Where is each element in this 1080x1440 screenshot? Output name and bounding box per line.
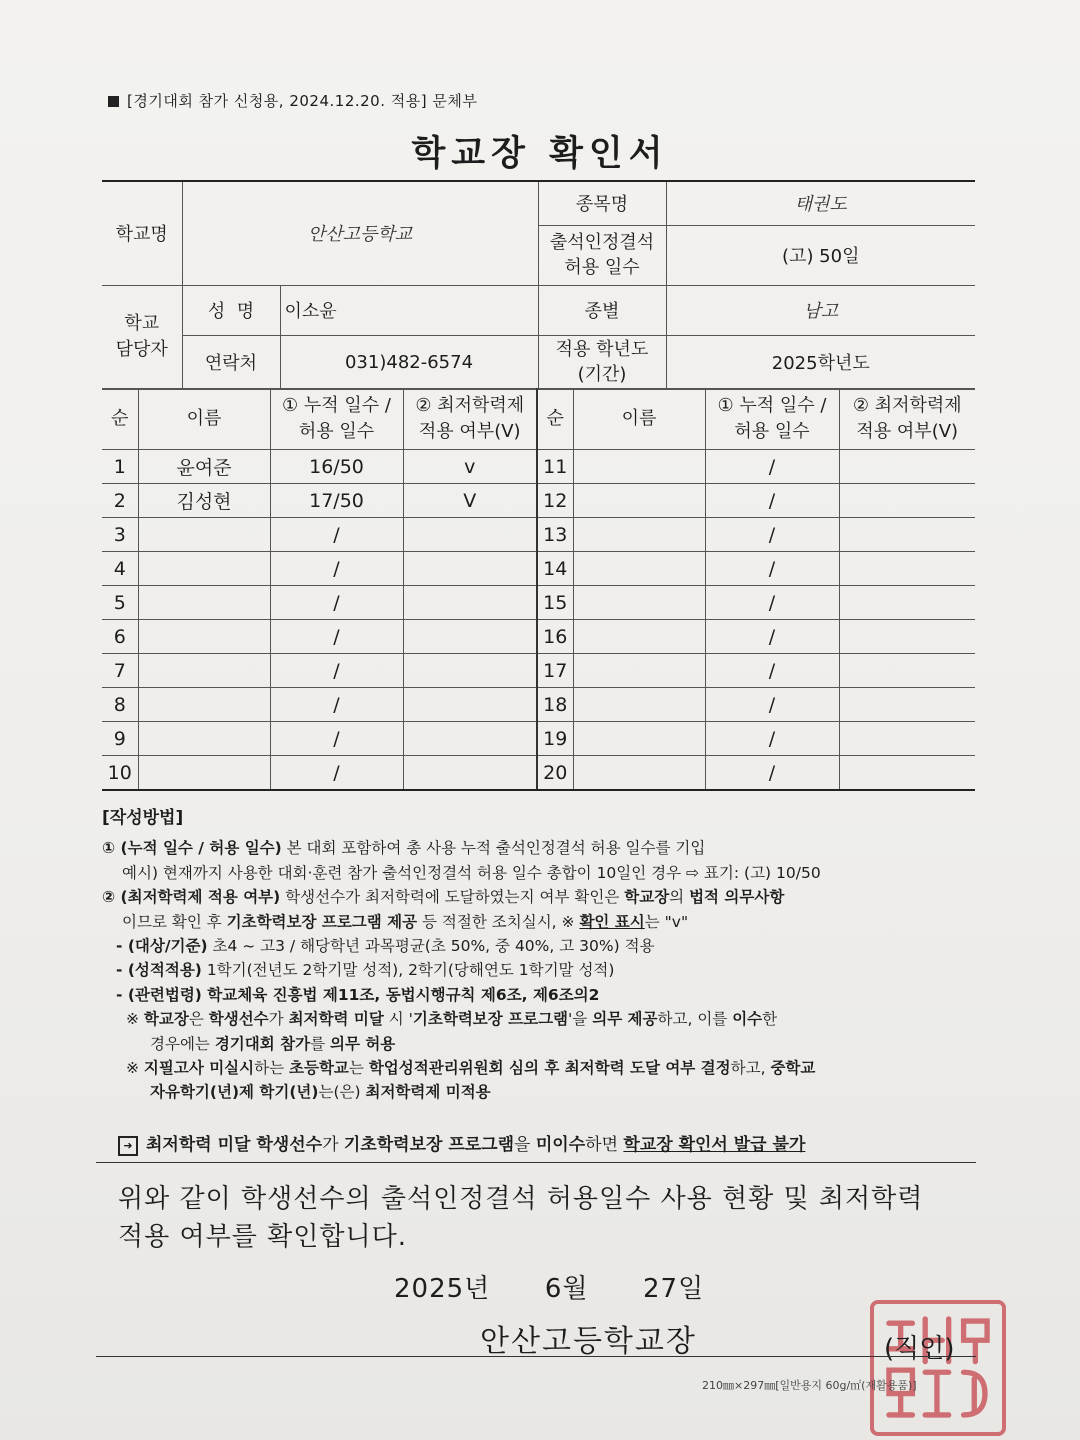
sport-label: 종목명 bbox=[538, 181, 666, 225]
min-academic-mark bbox=[403, 688, 537, 722]
col-name-header-2: 이름 bbox=[573, 389, 705, 450]
remark-1-f: 최저학력 미달 bbox=[288, 1010, 384, 1029]
absence-days: / bbox=[705, 654, 839, 688]
name-value: 이소윤 bbox=[280, 285, 538, 335]
absence-label bbox=[538, 225, 666, 285]
manager-label bbox=[102, 285, 182, 389]
row-number: 20 bbox=[537, 756, 573, 791]
remark-1 bbox=[102, 1007, 982, 1031]
student-name bbox=[573, 756, 705, 791]
row-number: 7 bbox=[102, 654, 138, 688]
absence-days: / bbox=[270, 688, 403, 722]
remark-1-n: 경우에는 bbox=[150, 1034, 215, 1053]
school-label: 학교명 bbox=[102, 181, 182, 285]
row-number: 1 bbox=[102, 450, 138, 484]
student-name bbox=[573, 688, 705, 722]
remark-2 bbox=[102, 1056, 982, 1080]
table-row bbox=[102, 450, 975, 484]
student-name bbox=[573, 722, 705, 756]
remark-1-j: 의무 제공 bbox=[592, 1010, 658, 1029]
confirmation-text bbox=[118, 1180, 958, 1256]
student-name bbox=[573, 552, 705, 586]
warn-f: 하면 bbox=[585, 1135, 624, 1155]
remark-2-k: 최저학력제 미적용 bbox=[365, 1083, 491, 1102]
absence-label-line1: 출석인정결석 bbox=[549, 232, 655, 253]
students-table bbox=[102, 388, 975, 791]
table-row bbox=[102, 518, 975, 552]
remark-2-c: 하는 bbox=[254, 1059, 290, 1078]
table-row bbox=[102, 484, 975, 518]
instructions-heading: [작성방법] bbox=[102, 808, 184, 828]
absence-days: / bbox=[270, 620, 403, 654]
row-number: 19 bbox=[537, 722, 573, 756]
note-2-text: 학생선수가 최저학력에 도달하였는지 여부 확인은 bbox=[280, 888, 625, 907]
detail-law-title: - (관련법령) bbox=[116, 985, 202, 1004]
warn-c: 기초학력보장 프로그램 bbox=[343, 1135, 515, 1155]
min-academic-mark: v bbox=[403, 450, 537, 484]
absence-days: / bbox=[705, 620, 839, 654]
year-label-line1: 적용 학년도 bbox=[555, 339, 649, 360]
absence-days: / bbox=[270, 756, 403, 791]
category-label: 종별 bbox=[538, 285, 666, 335]
seal-icon bbox=[874, 1304, 1002, 1432]
contact-value: 031)482-6574 bbox=[280, 335, 538, 389]
warning-line bbox=[118, 1130, 978, 1156]
col-name-header: 이름 bbox=[138, 389, 270, 450]
remark-1-l: 이수 bbox=[732, 1010, 763, 1029]
row-number: 5 bbox=[102, 586, 138, 620]
absence-days: / bbox=[705, 518, 839, 552]
min-academic-mark bbox=[403, 654, 537, 688]
table-row bbox=[102, 756, 975, 791]
note-1-text: 본 대회 포함하여 총 사용 누적 출석인정결석 허용 일수를 기입 bbox=[281, 839, 706, 858]
note-2-line2-b: 기초학력보장 프로그램 제공 bbox=[226, 912, 418, 931]
confirmation-line2: 적용 여부를 확인합니다. bbox=[118, 1222, 407, 1252]
col-days-header bbox=[270, 389, 403, 450]
year-value: 2025학년도 bbox=[666, 335, 975, 389]
student-name bbox=[573, 586, 705, 620]
absence-days: / bbox=[705, 722, 839, 756]
min-academic-mark bbox=[403, 722, 537, 756]
note-2-principal: 학교장 bbox=[624, 888, 670, 907]
row-number: 6 bbox=[102, 620, 138, 654]
note-2-line2-e: 는 "v" bbox=[644, 912, 689, 931]
min-academic-mark bbox=[839, 756, 975, 791]
remark-1-i: '을 bbox=[568, 1010, 593, 1029]
row-number: 4 bbox=[102, 552, 138, 586]
detail-target-title: - (대상/기준) bbox=[116, 937, 208, 956]
remark-1-p: 를 bbox=[310, 1034, 330, 1053]
detail-target-text: 초4 ~ 고3 / 해당학년 과목평균(초 50%, 중 40%, 고 30%) 적용 bbox=[207, 937, 655, 956]
remark-1-h: 기초학력보장 프로그램 bbox=[412, 1010, 569, 1029]
remark-1-g: 시 ' bbox=[383, 1010, 413, 1029]
note-2-duty: 법적 의무사항 bbox=[689, 888, 785, 907]
remark-2-g: 하고, bbox=[730, 1059, 771, 1078]
row-number: 10 bbox=[102, 756, 138, 791]
min-academic-mark bbox=[839, 654, 975, 688]
min-academic-mark bbox=[403, 620, 537, 654]
seal-label: (직인) bbox=[884, 1334, 955, 1364]
min-academic-mark bbox=[839, 722, 975, 756]
min-academic-mark: V bbox=[403, 484, 537, 518]
student-name bbox=[573, 654, 705, 688]
min-academic-mark bbox=[839, 518, 975, 552]
warn-b: 가 bbox=[322, 1135, 344, 1155]
table-row bbox=[102, 688, 975, 722]
remark-1-e: 가 bbox=[268, 1010, 289, 1029]
row-number: 16 bbox=[537, 620, 573, 654]
student-name bbox=[573, 484, 705, 518]
remark-2-a: ※ bbox=[126, 1059, 144, 1078]
remark-1-a: ※ bbox=[126, 1010, 144, 1029]
remark-1-q: 의무 허용 bbox=[329, 1034, 396, 1053]
paper-spec: 210㎜×297㎜[일반용지 60g/㎡(재활용품)] bbox=[702, 1379, 917, 1392]
students-table-body bbox=[102, 450, 975, 791]
confirmation-line1: 위와 같이 학생선수의 출석인정결석 허용일수 사용 현황 및 최저학력 bbox=[118, 1184, 924, 1214]
note-2-text2: 의 bbox=[669, 888, 690, 907]
row-number: 11 bbox=[537, 450, 573, 484]
row-number: 3 bbox=[102, 518, 138, 552]
row-number: 2 bbox=[102, 484, 138, 518]
remark-2-d: 초등학교 bbox=[289, 1059, 349, 1078]
student-name bbox=[138, 722, 270, 756]
col-no-header-2: 순 bbox=[537, 389, 573, 450]
table-row bbox=[102, 586, 975, 620]
remark-1-b: 학교장 bbox=[143, 1010, 189, 1029]
col-min-header bbox=[403, 389, 537, 450]
absence-days: / bbox=[705, 688, 839, 722]
student-name: 윤여준 bbox=[138, 450, 270, 484]
remark-2-h: 중학교 bbox=[770, 1059, 816, 1078]
absence-days: / bbox=[270, 654, 403, 688]
detail-grades-title: - (성적적용) bbox=[116, 961, 202, 980]
absence-days: / bbox=[705, 484, 839, 518]
min-academic-mark bbox=[839, 552, 975, 586]
name-label: 성 명 bbox=[182, 285, 280, 335]
school-value: 안산고등학교 bbox=[182, 181, 538, 285]
col-days-header-2 bbox=[705, 389, 839, 450]
table-row bbox=[102, 620, 975, 654]
col-min-header-2 bbox=[839, 389, 975, 450]
col-no-header: 순 bbox=[102, 389, 138, 450]
absence-days: / bbox=[270, 586, 403, 620]
row-number: 9 bbox=[102, 722, 138, 756]
divider bbox=[96, 1162, 976, 1163]
col-min-line1: ② 최저학력제 bbox=[415, 395, 525, 416]
absence-days: / bbox=[705, 586, 839, 620]
row-number: 15 bbox=[537, 586, 573, 620]
manager-label-line2: 담당자 bbox=[115, 339, 168, 360]
signer-name: 안산고등학교장 bbox=[480, 1324, 697, 1359]
issue-date: 2025년 6월 27일 bbox=[394, 1274, 705, 1304]
note-2 bbox=[102, 885, 982, 909]
row-number: 18 bbox=[537, 688, 573, 722]
warn-g: 학교장 확인서 발급 불가 bbox=[623, 1135, 806, 1155]
square-bullet-icon bbox=[108, 96, 119, 107]
remark-2-f: 학업성적관리위원회 심의 후 최저학력 도달 여부 결정 bbox=[368, 1059, 731, 1078]
col-days-line2: 허용 일수 bbox=[298, 421, 375, 442]
col-min-line1: ② 최저학력제 bbox=[852, 395, 962, 416]
row-number: 13 bbox=[537, 518, 573, 552]
note-1 bbox=[102, 836, 982, 860]
table-row bbox=[102, 722, 975, 756]
detail-law-text: 학교체육 진흥법 제11조, 동법시행규칙 제6조, 제6조의2 bbox=[201, 985, 600, 1004]
remark-2-b: 지필고사 미실시 bbox=[143, 1059, 255, 1078]
remark-1-o: 경기대회 참가 bbox=[214, 1034, 311, 1053]
min-academic-mark bbox=[403, 586, 537, 620]
remark-2-i: 자유학기(년)제 학기(년) bbox=[150, 1083, 319, 1102]
detail-target bbox=[102, 934, 982, 958]
min-academic-mark bbox=[839, 586, 975, 620]
table-row bbox=[102, 552, 975, 586]
contact-label: 연락처 bbox=[182, 335, 280, 389]
min-academic-mark bbox=[403, 518, 537, 552]
student-name bbox=[573, 450, 705, 484]
document-title: 학교장 확인서 bbox=[411, 134, 669, 174]
student-name bbox=[573, 518, 705, 552]
table-row bbox=[102, 654, 975, 688]
absence-days: / bbox=[270, 552, 403, 586]
min-academic-mark bbox=[839, 484, 975, 518]
min-academic-mark bbox=[839, 450, 975, 484]
bottom-divider bbox=[96, 1356, 976, 1357]
col-days-line2: 허용 일수 bbox=[734, 421, 810, 442]
absence-days: / bbox=[705, 756, 839, 791]
absence-days: / bbox=[270, 518, 403, 552]
absence-days: / bbox=[270, 722, 403, 756]
absence-value: (고) 50일 bbox=[666, 225, 975, 285]
note-1-example: 예시) 현재까지 사용한 대회·훈련 참가 출석인정결석 허용 일수 총합이 10일인 경우 ⇨ 표기: (고) 10/50 bbox=[122, 863, 821, 882]
student-name bbox=[138, 620, 270, 654]
note-2-line2-c: 등 적절한 조치실시, ※ bbox=[417, 912, 580, 931]
remark-1-k: 하고, 이를 bbox=[657, 1010, 733, 1029]
note-2-line2-a: 이므로 확인 후 bbox=[122, 912, 227, 931]
absence-days: / bbox=[705, 552, 839, 586]
note-2-line2 bbox=[102, 910, 982, 934]
official-seal-stamp bbox=[870, 1300, 1006, 1436]
note-1-title: ① (누적 일수 / 허용 일수) bbox=[102, 839, 282, 858]
remark-1-d: 학생선수 bbox=[208, 1010, 269, 1029]
arrow-right-box-icon: ➜ bbox=[118, 1136, 138, 1156]
student-name bbox=[138, 552, 270, 586]
form-header-text: [경기대회 참가 신청용, 2024.12.20. 적용] 문체부 bbox=[127, 92, 478, 110]
absence-days: 17/50 bbox=[270, 484, 403, 518]
student-name bbox=[138, 518, 270, 552]
detail-grades-text: 1학기(전년도 2학기말 성적), 2학기(당해연도 1학기말 성적) bbox=[201, 961, 615, 980]
min-academic-mark bbox=[839, 688, 975, 722]
remark-2-line2 bbox=[102, 1080, 982, 1104]
category-value: 남고 bbox=[666, 285, 975, 335]
student-name bbox=[138, 756, 270, 791]
min-academic-mark bbox=[839, 620, 975, 654]
sport-value: 태권도 bbox=[666, 181, 975, 225]
note-2-title: ② (최저학력제 적용 여부) bbox=[102, 888, 281, 907]
row-number: 17 bbox=[537, 654, 573, 688]
student-name bbox=[573, 620, 705, 654]
year-label bbox=[538, 335, 666, 389]
remark-2-e: 는 bbox=[348, 1059, 369, 1078]
absence-days: / bbox=[705, 450, 839, 484]
col-min-line2: 적용 여부(V) bbox=[418, 421, 521, 442]
row-number: 14 bbox=[537, 552, 573, 586]
remark-1-m: 한 bbox=[762, 1010, 778, 1029]
student-name bbox=[138, 586, 270, 620]
row-number: 12 bbox=[537, 484, 573, 518]
remark-1-line2 bbox=[102, 1032, 982, 1056]
note-2-line2-d: 확인 표시 bbox=[579, 912, 645, 931]
absence-days: 16/50 bbox=[270, 450, 403, 484]
detail-law bbox=[102, 983, 982, 1007]
absence-label-line2: 허용 일수 bbox=[564, 257, 640, 278]
col-min-line2: 적용 여부(V) bbox=[856, 421, 959, 442]
instructions bbox=[102, 806, 982, 1105]
min-academic-mark bbox=[403, 756, 537, 791]
form-header bbox=[108, 90, 477, 111]
student-name bbox=[138, 688, 270, 722]
year-label-line2: (기간) bbox=[577, 364, 627, 385]
remark-1-c: 은 bbox=[188, 1010, 209, 1029]
student-name: 김성현 bbox=[138, 484, 270, 518]
row-number: 8 bbox=[102, 688, 138, 722]
warn-a: 최저학력 미달 학생선수 bbox=[146, 1135, 323, 1155]
warn-e: 미이수 bbox=[535, 1135, 586, 1155]
remark-2-j: 는(은) bbox=[318, 1083, 366, 1102]
col-days-line1: ① 누적 일수 / bbox=[282, 395, 391, 416]
student-name bbox=[138, 654, 270, 688]
info-table bbox=[102, 180, 975, 390]
detail-grades bbox=[102, 958, 982, 982]
manager-label-line1: 학교 bbox=[124, 313, 160, 334]
warn-d: 을 bbox=[514, 1135, 536, 1155]
min-academic-mark bbox=[403, 552, 537, 586]
col-days-line1: ① 누적 일수 / bbox=[717, 395, 827, 416]
